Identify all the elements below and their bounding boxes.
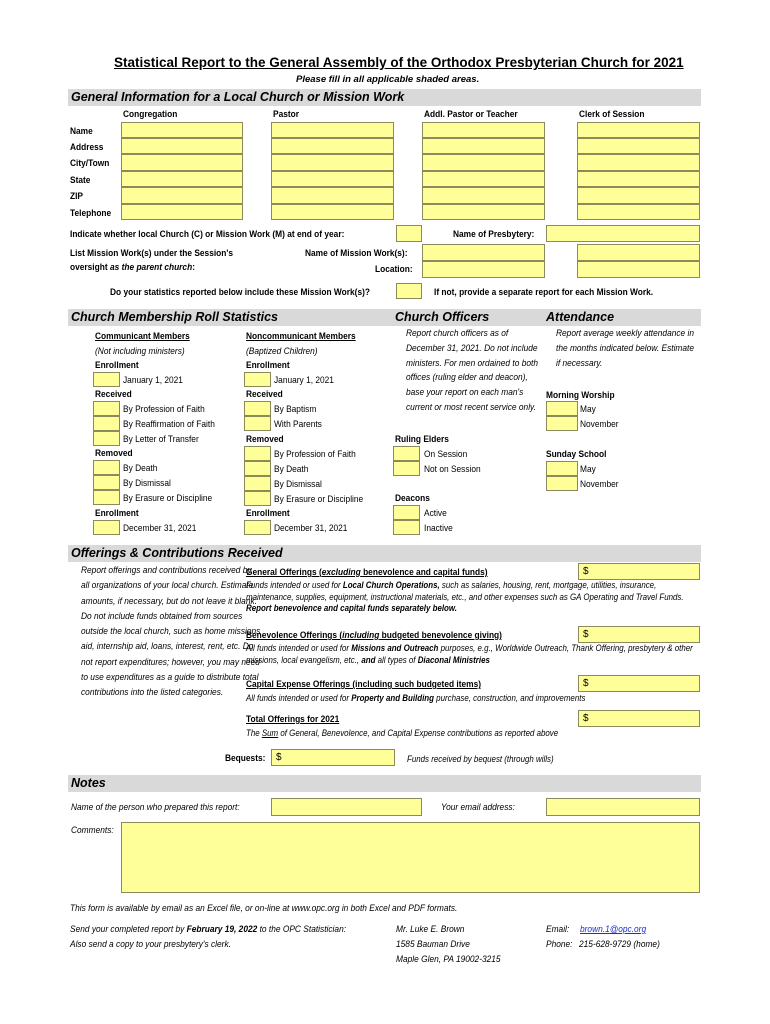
comm-removed-label: Removed <box>95 448 133 459</box>
capital-offerings-field[interactable]: $ <box>578 675 700 692</box>
prepared-by-label: Name of the person who prepared this report: <box>71 802 240 813</box>
noncomm-jan-field[interactable] <box>244 372 271 387</box>
statistician-city: Maple Glen, PA 19002-3215 <box>396 954 501 965</box>
noncomm-enrollment-label: Enrollment <box>246 360 290 371</box>
list-mission-label-2: oversight as the parent church: <box>70 262 195 273</box>
include-mission-field[interactable] <box>396 283 422 299</box>
comm-death-label: By Death <box>123 463 158 474</box>
footer-email-label: Email: <box>546 924 570 935</box>
comm-letter-label: By Letter of Transfer <box>123 434 199 445</box>
congregation-name-field[interactable] <box>121 122 243 138</box>
total-offerings-desc: The Sum of General, Benevolence, and Capital Expense contributions as reported above <box>246 728 559 738</box>
mission-location-field-2[interactable] <box>577 261 700 278</box>
benevolence-offerings-label: Benevolence Offerings (including budgeted benevolence giving) <box>246 630 502 641</box>
noncomm-profession-label: By Profession of Faith <box>274 449 356 460</box>
mission-name-field-1[interactable] <box>422 244 545 261</box>
comments-field[interactable] <box>121 822 700 893</box>
statistician-street: 1585 Bauman Drive <box>396 939 470 950</box>
noncomm-dismissal-field[interactable] <box>244 476 271 491</box>
footer-email-link[interactable]: brown.1@opc.org <box>580 924 647 935</box>
communicant-note: (Not including ministers) <box>95 346 185 357</box>
clerk-name-field[interactable] <box>577 122 700 138</box>
clerk-telephone-field[interactable] <box>577 204 700 220</box>
offerings-side-note: Report offerings and contributions received by all organizations of your local church. Estimate amounts, if necessary, but do not leave it blank. Do not include funds obtained from sources outside the local church, such as home missions aid, internship aid, loans, interest, rent, etc. Do not report expenditures; however, you may need to use expenditures as a guide to distribute total contributions into the listed categories. <box>81 565 261 699</box>
noncomm-received-label: Received <box>246 389 283 400</box>
general-offerings-field[interactable]: $ <box>578 563 700 580</box>
comm-letter-field[interactable] <box>93 431 120 446</box>
total-offerings-label: Total Offerings for 2021 <box>246 714 340 725</box>
col-pastor: Pastor <box>273 109 300 120</box>
row-label-city: City/Town <box>70 158 110 169</box>
mission-name-field-2[interactable] <box>577 244 700 261</box>
pastor-zip-field[interactable] <box>271 187 394 204</box>
include-mission-question: Do your statistics reported below include these Mission Work(s)? <box>110 287 370 298</box>
footer-phone-value: 215-628-9729 (home) <box>579 939 660 950</box>
addl-pastor-address-field[interactable] <box>422 138 545 154</box>
worship-november-field[interactable] <box>546 416 578 431</box>
noncomm-dec-field[interactable] <box>244 520 271 535</box>
footer-phone-label: Phone: <box>546 939 573 950</box>
deacons-inactive-field[interactable] <box>393 520 420 535</box>
noncomm-baptism-field[interactable] <box>244 401 271 416</box>
sunday-school-label: Sunday School <box>546 449 607 460</box>
comments-label: Comments: <box>71 825 114 836</box>
col-addl-pastor: Addl. Pastor or Teacher <box>424 109 518 120</box>
communicant-enrollment-label: Enrollment <box>95 360 139 371</box>
presbytery-label: Name of Presbytery: <box>453 229 535 240</box>
ruling-elders-label: Ruling Elders <box>395 434 449 445</box>
comm-dismissal-field[interactable] <box>93 475 120 490</box>
send-instructions: Send your completed report by February 19, 2022 to the OPC Statistician: <box>70 924 347 935</box>
church-or-mission-field[interactable] <box>396 225 422 242</box>
mission-location-label: Location: <box>375 264 413 275</box>
noncomm-parents-label: With Parents <box>274 419 322 430</box>
attendance-heading: Attendance <box>546 310 615 324</box>
page-subtitle: Please fill in all applicable shaded areas. <box>296 74 480 85</box>
noncomm-dec-label: December 31, 2021 <box>274 523 348 534</box>
comm-erasure-field[interactable] <box>93 490 120 505</box>
inactive-label: Inactive <box>424 523 453 534</box>
congregation-zip-field[interactable] <box>121 187 243 204</box>
elders-on-session-field[interactable] <box>393 446 420 461</box>
noncomm-jan-label: January 1, 2021 <box>274 375 334 386</box>
school-may-label: May <box>580 464 596 475</box>
school-may-field[interactable] <box>546 461 578 476</box>
school-november-field[interactable] <box>546 476 578 491</box>
worship-november-label: November <box>580 419 619 430</box>
noncomm-death-field[interactable] <box>244 461 271 476</box>
comm-dismissal-label: By Dismissal <box>123 478 171 489</box>
page-title: Statistical Report to the General Assembly of the Orthodox Presbyterian Church for 2021 <box>114 55 684 70</box>
general-offerings-label: General Offerings (excluding benevolence and capital funds) <box>246 567 488 578</box>
noncomm-baptism-label: By Baptism <box>274 404 317 415</box>
row-label-telephone: Telephone <box>70 208 112 219</box>
clerk-state-field[interactable] <box>577 171 700 187</box>
comm-profession-label: By Profession of Faith <box>123 404 205 415</box>
congregation-telephone-field[interactable] <box>121 204 243 220</box>
worship-may-label: May <box>580 404 596 415</box>
not-on-session-label: Not on Session <box>424 464 481 475</box>
row-label-address: Address <box>70 142 104 153</box>
comm-death-field[interactable] <box>93 460 120 475</box>
noncomm-erasure-label: By Erasure or Discipline <box>274 494 364 505</box>
comm-received-label: Received <box>95 389 132 400</box>
general-offerings-desc: Funds intended or used for Local Church Operations, such as salaries, housing, rent, mortgage, utilities, insurance, maintenance, supplies, equipment, instructional materials, etc., and other expenses such as GA Operating and Travel Funds. Report benevolence and capital funds separately below. <box>246 580 684 614</box>
addl-pastor-name-field[interactable] <box>422 122 545 138</box>
noncommunicant-note: (Baptized Children) <box>246 346 318 357</box>
statistician-name: Mr. Luke E. Brown <box>396 924 465 935</box>
capital-offerings-label: Capital Expense Offerings (including such budgeted items) <box>246 679 482 690</box>
active-label: Active <box>424 508 447 519</box>
congregation-city-field[interactable] <box>121 154 243 171</box>
benevolence-offerings-field[interactable]: $ <box>578 626 700 643</box>
deacons-label: Deacons <box>395 493 430 504</box>
elders-not-on-session-field[interactable] <box>393 461 420 476</box>
pastor-city-field[interactable] <box>271 154 394 171</box>
clerk-address-field[interactable] <box>577 138 700 154</box>
benevolence-offerings-desc: All funds intended or used for Missions and Outreach purposes, e.g., Worldwide Outreach, Thank Offering, presbytery & other missions, local evangelism, etc., and all types of Diaconal Ministries <box>246 643 693 665</box>
school-november-label: November <box>580 479 619 490</box>
addl-pastor-zip-field[interactable] <box>422 187 545 204</box>
comm-jan-field[interactable] <box>93 372 120 387</box>
membership-heading: Church Membership Roll Statistics <box>71 310 278 324</box>
comm-reaffirmation-label: By Reaffirmation of Faith <box>123 419 215 430</box>
row-label-name: Name <box>70 126 93 137</box>
row-label-state: State <box>70 175 91 186</box>
comm-profession-field[interactable] <box>93 401 120 416</box>
congregation-state-field[interactable] <box>121 171 243 187</box>
capital-offerings-desc: All funds intended or used for Property and Building purchase, construction, and improvements <box>246 693 586 703</box>
general-info-heading: General Information for a Local Church or Mission Work <box>68 89 701 106</box>
comm-erasure-label: By Erasure or Discipline <box>123 493 213 504</box>
offerings-heading: Offerings & Contributions Received <box>68 545 701 562</box>
bequests-label: Bequests: <box>225 753 266 764</box>
comm-dec-field[interactable] <box>93 520 120 535</box>
total-offerings-field[interactable]: $ <box>578 710 700 727</box>
col-clerk: Clerk of Session <box>579 109 645 120</box>
noncomm-death-label: By Death <box>274 464 309 475</box>
addl-pastor-telephone-field[interactable] <box>422 204 545 220</box>
officers-heading: Church Officers <box>395 310 490 324</box>
morning-worship-label: Morning Worship <box>546 390 615 401</box>
pastor-state-field[interactable] <box>271 171 394 187</box>
list-mission-label-1: List Mission Work(s) under the Session's <box>70 248 234 259</box>
email-address-field[interactable] <box>546 798 700 816</box>
presbytery-field[interactable] <box>546 225 700 242</box>
clerk-city-field[interactable] <box>577 154 700 171</box>
clerk-zip-field[interactable] <box>577 187 700 204</box>
deacons-active-field[interactable] <box>393 505 420 520</box>
addl-pastor-city-field[interactable] <box>422 154 545 171</box>
email-address-label: Your email address: <box>441 802 515 813</box>
on-session-label: On Session <box>424 449 468 460</box>
officers-note: Report church officers as of December 31, 2021. Do not include ministers. For men ordained to both offices (ruling elder and deacon), base your report on each man's current or most recent service only. <box>406 328 538 413</box>
bequests-note: Funds received by bequest (through wills) <box>407 754 554 764</box>
comm-enrollment-end-label: Enrollment <box>95 508 139 519</box>
noncomm-erasure-field[interactable] <box>244 491 271 506</box>
comm-reaffirmation-field[interactable] <box>93 416 120 431</box>
separate-report-note: If not, provide a separate report for each Mission Work. <box>434 287 654 298</box>
pastor-telephone-field[interactable] <box>271 204 394 220</box>
noncomm-parents-field[interactable] <box>244 416 271 431</box>
noncommunicant-title: Noncommunicant Members <box>246 331 356 342</box>
comm-dec-label: December 31, 2021 <box>123 523 197 534</box>
col-congregation: Congregation <box>123 109 178 120</box>
communicant-title: Communicant Members <box>95 331 190 342</box>
noncomm-removed-label: Removed <box>246 434 284 445</box>
mission-location-field-1[interactable] <box>422 261 545 278</box>
form-availability-note: This form is available by email as an Excel file, or on-line at www.opc.org in both Excel and PDF formats. <box>70 903 458 914</box>
noncomm-profession-field[interactable] <box>244 446 271 461</box>
row-label-zip: ZIP <box>70 191 84 202</box>
pastor-address-field[interactable] <box>271 138 394 154</box>
noncomm-dismissal-label: By Dismissal <box>274 479 322 490</box>
attendance-note: Report average weekly attendance in the months indicated below. Estimate if necessary. <box>556 328 695 369</box>
worship-may-field[interactable] <box>546 401 578 416</box>
prepared-by-field[interactable] <box>271 798 422 816</box>
pastor-name-field[interactable] <box>271 122 394 138</box>
addl-pastor-state-field[interactable] <box>422 171 545 187</box>
church-or-mission-label: Indicate whether local Church (C) or Mission Work (M) at end of year: <box>70 229 345 240</box>
noncomm-enrollment-end-label: Enrollment <box>246 508 290 519</box>
notes-heading: Notes <box>68 775 701 792</box>
congregation-address-field[interactable] <box>121 138 243 154</box>
bequests-field[interactable]: $ <box>271 749 395 766</box>
mission-names-label: Name of Mission Work(s): <box>305 248 408 259</box>
comm-jan-label: January 1, 2021 <box>123 375 183 386</box>
presbytery-copy-note: Also send a copy to your presbytery's clerk. <box>70 939 231 950</box>
